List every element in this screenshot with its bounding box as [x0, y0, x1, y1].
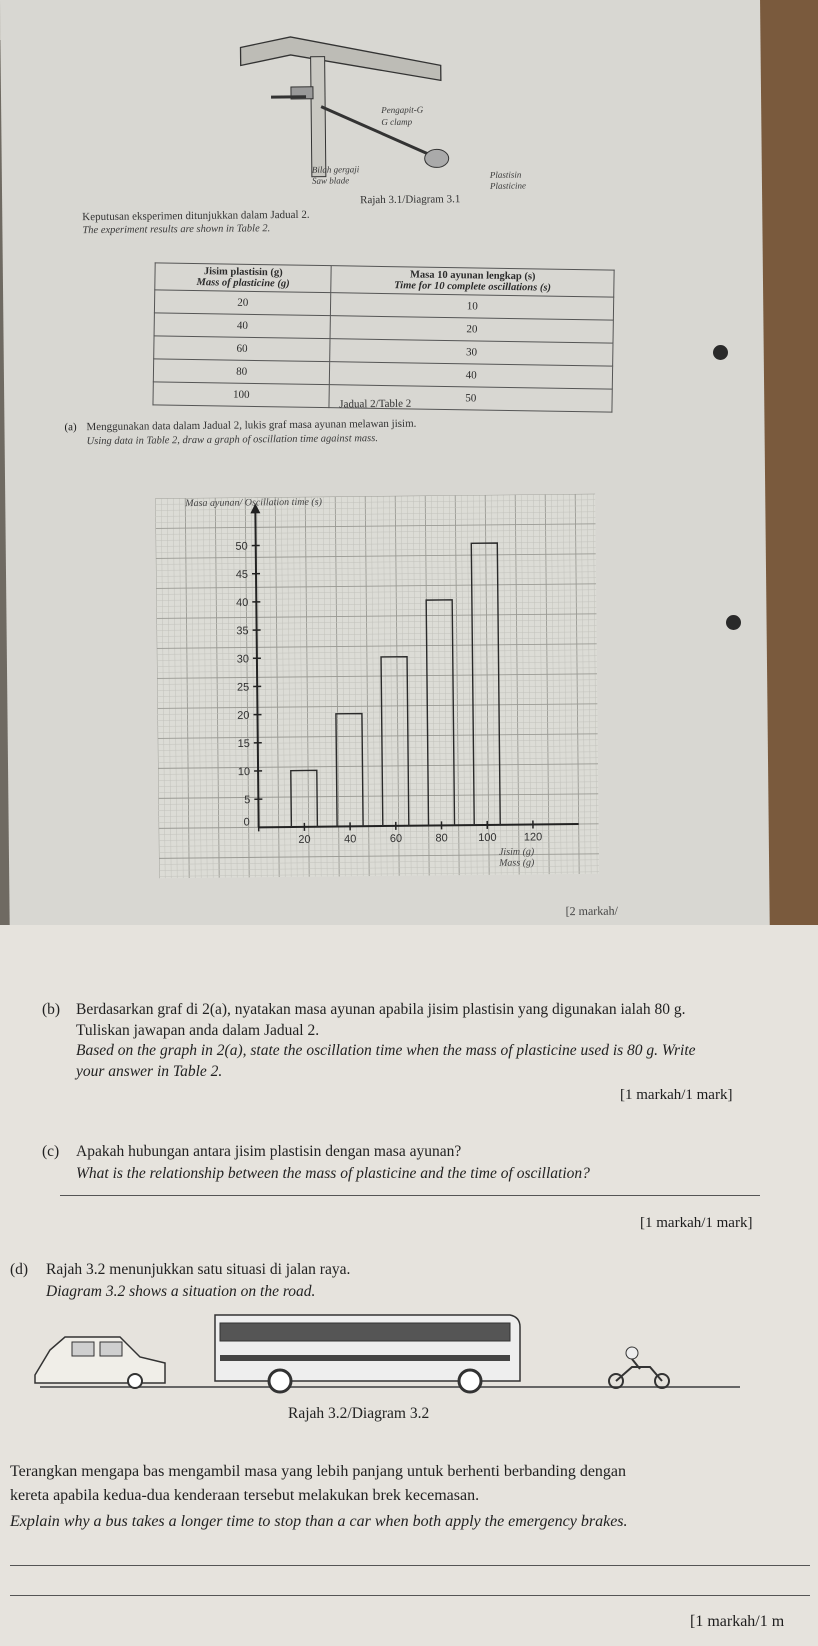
table-cell: 40 — [330, 362, 613, 389]
grid-line — [503, 495, 507, 875]
graph-area — [155, 494, 599, 879]
grid-line — [437, 495, 441, 875]
grid-line — [557, 494, 561, 874]
question-b-malay-2: Tuliskan jawapan anda dalam Jadual 2. — [76, 1022, 320, 1039]
y-tick-label: 10 — [237, 766, 251, 779]
explain-malay-2: kereta apabila kedua-dua kenderaan tersebut melakukan brek kecemasan. — [10, 1487, 480, 1504]
grid-line — [221, 498, 225, 878]
clamp-label: Pengapit-G G clamp — [381, 104, 424, 128]
grid-line — [197, 498, 201, 878]
marks-c: [1 markah/1 mark] — [640, 1215, 753, 1231]
table-cell: 60 — [154, 336, 331, 362]
question-c-label: (c) — [42, 1143, 60, 1160]
worksheet-page-2 — [0, 925, 818, 1646]
marks-b: [1 markah/1 mark] — [620, 1087, 733, 1103]
clamp-saw-diagram — [230, 25, 502, 198]
answer-line — [60, 1195, 760, 1196]
table-cell: 40 — [154, 313, 331, 339]
diagram-31-caption: Rajah 3.1/Diagram 3.1 — [360, 193, 461, 207]
grid-line — [485, 495, 489, 875]
grid-line — [191, 498, 195, 878]
col1-english: Mass of plasticine (g) — [196, 277, 290, 290]
x-tick-label: 0 — [243, 816, 250, 829]
binder-hole — [726, 615, 741, 630]
col2-malay: Masa 10 ayunan lengkap (s) — [409, 269, 536, 283]
grid-line — [269, 497, 273, 877]
table-cell: 30 — [330, 339, 613, 366]
x-tick-label: 20 — [298, 833, 311, 846]
x-tick-label: 40 — [344, 833, 357, 846]
y-tick-label: 40 — [236, 596, 249, 610]
grid-line — [383, 496, 387, 876]
grid-line — [293, 497, 297, 877]
question-a-malay: Menggunakan data dalam Jadual 2, lukis graf masa ayunan melawan jisim. — [86, 417, 417, 434]
grid-line — [263, 497, 267, 877]
grid-line — [461, 495, 465, 875]
x-tick-label: 100 — [478, 831, 497, 845]
grid-line — [419, 496, 423, 876]
grid-line — [329, 497, 333, 877]
grid-line — [521, 495, 525, 875]
grid-line — [299, 497, 303, 877]
y-tick-label: 30 — [236, 653, 249, 666]
question-d-english: Diagram 3.2 shows a situation on the road. — [46, 1283, 316, 1300]
x-axis-label: Jisim (g) Mass (g) — [498, 846, 535, 869]
table-caption: Jadual 2/Table 2 — [339, 397, 412, 411]
results-table — [152, 262, 614, 412]
y-tick-label: 50 — [235, 540, 248, 553]
y-axis-label: Masa ayunan/ Oscillation time (s) — [185, 496, 322, 510]
grid-line — [593, 494, 597, 874]
plasticine-label: Plastisin Plasticine — [489, 169, 527, 191]
grid-line — [341, 496, 345, 876]
table-header-mass — [155, 263, 332, 293]
question-d-label: (d) — [10, 1261, 29, 1278]
grid-line — [587, 494, 591, 874]
grid-line — [545, 494, 549, 874]
grid-line — [527, 495, 531, 875]
intro-english: The experiment results are shown in Table 2. — [82, 223, 271, 237]
grid-line — [539, 494, 543, 874]
question-b-malay-1: Berdasarkan graf di 2(a), nyatakan masa ayunan apabila jisim plastisin yang digunakan ialah 80 g. — [76, 1001, 686, 1018]
col1-malay: Jisim plastisin (g) — [203, 266, 283, 279]
x-tick-label: 120 — [523, 831, 543, 844]
grid-line — [563, 494, 567, 874]
grid-line — [575, 494, 579, 874]
question-c-english: What is the relationship between the mass of plasticine and the time of oscillation? — [76, 1165, 590, 1182]
grid-line — [467, 495, 471, 875]
grid-line — [185, 498, 189, 878]
grid-line — [533, 494, 537, 874]
grid-line — [569, 494, 573, 874]
question-b-english-2: your answer in Table 2. — [76, 1063, 223, 1080]
grid-line — [179, 498, 183, 878]
binder-hole — [713, 345, 728, 360]
x-tick-label: 60 — [389, 832, 403, 845]
grid-line — [377, 496, 381, 876]
diagram-32-caption: Rajah 3.2/Diagram 3.2 — [288, 1405, 430, 1422]
grid-line — [323, 497, 327, 877]
question-b-label: (b) — [42, 1001, 61, 1018]
grid-line — [161, 498, 165, 878]
question-d-malay: Rajah 3.2 menunjukkan satu situasi di jalan raya. — [46, 1261, 351, 1278]
y-tick-label: 20 — [237, 709, 250, 722]
grid-line — [371, 496, 375, 876]
grid-line — [431, 496, 435, 876]
grid-line — [167, 498, 171, 878]
table-cell: 80 — [153, 359, 330, 385]
grid-line — [389, 496, 393, 876]
table-cell: 100 — [153, 382, 330, 408]
grid-line — [251, 497, 255, 877]
x-tick-label: 80 — [435, 832, 448, 845]
y-tick-label: 15 — [237, 737, 250, 751]
grid-line — [479, 495, 483, 875]
grid-line — [155, 498, 159, 878]
y-tick-label: 25 — [236, 681, 250, 694]
explain-malay-1: Terangkan mengapa bas mengambil masa yang lebih panjang untuk berhenti berbanding dengan — [10, 1463, 627, 1480]
grid-line — [509, 495, 513, 875]
y-tick-label: 35 — [236, 625, 249, 638]
oscillation-chart — [155, 494, 599, 879]
blade-label: Bilah gergaji Saw blade — [311, 164, 360, 186]
question-b-english-1: Based on the graph in 2(a), state the oscillation time when the mass of plasticine used is 80 g. Write — [76, 1042, 696, 1059]
grid-line — [551, 494, 555, 874]
question-c-malay: Apakah hubungan antara jisim plastisin dengan masa ayunan? — [76, 1143, 462, 1160]
grid-line — [581, 494, 585, 874]
grid-line — [227, 498, 231, 878]
marks-d: [1 markah/1 m — [690, 1613, 785, 1630]
grid-line — [455, 495, 459, 875]
grid-line — [413, 496, 417, 876]
grid-line — [215, 498, 219, 878]
y-tick-label: 5 — [244, 794, 251, 807]
intro-malay: Keputusan eksperimen ditunjukkan dalam Jadual 2. — [82, 208, 310, 224]
table-cell: 20 — [330, 316, 613, 343]
grid-line — [209, 498, 213, 878]
grid-line — [395, 496, 399, 876]
col2-english: Time for 10 complete oscillations (s) — [394, 280, 552, 294]
grid-line — [305, 497, 309, 877]
grid-line — [401, 496, 405, 876]
table-cell: 50 — [329, 385, 612, 412]
marks-a: [2 markah/ — [565, 903, 618, 919]
grid-line — [281, 497, 285, 877]
explain-english: Explain why a bus takes a longer time to stop than a car when both apply the emergency brakes. — [10, 1513, 628, 1530]
grid-line — [491, 495, 495, 875]
grid-line — [365, 496, 369, 876]
grid-line — [443, 495, 447, 875]
y-tick-label: 45 — [235, 568, 249, 581]
grid-line — [515, 495, 519, 875]
grid-line — [203, 498, 207, 878]
question-a-english: Using data in Table 2, draw a graph of oscillation time against mass. — [86, 433, 378, 448]
grid-line — [347, 496, 351, 876]
question-a-label: (a) — [64, 421, 77, 434]
answer-line — [10, 1595, 810, 1596]
grid-line — [173, 498, 177, 878]
table-cell: 20 — [154, 290, 331, 316]
grid-line — [353, 496, 357, 876]
grid-line — [275, 497, 279, 877]
answer-line — [10, 1565, 810, 1566]
grid-line — [311, 497, 315, 877]
table-cell: 10 — [331, 293, 614, 320]
grid-line — [287, 497, 291, 877]
road-situation-diagram — [20, 1295, 760, 1395]
